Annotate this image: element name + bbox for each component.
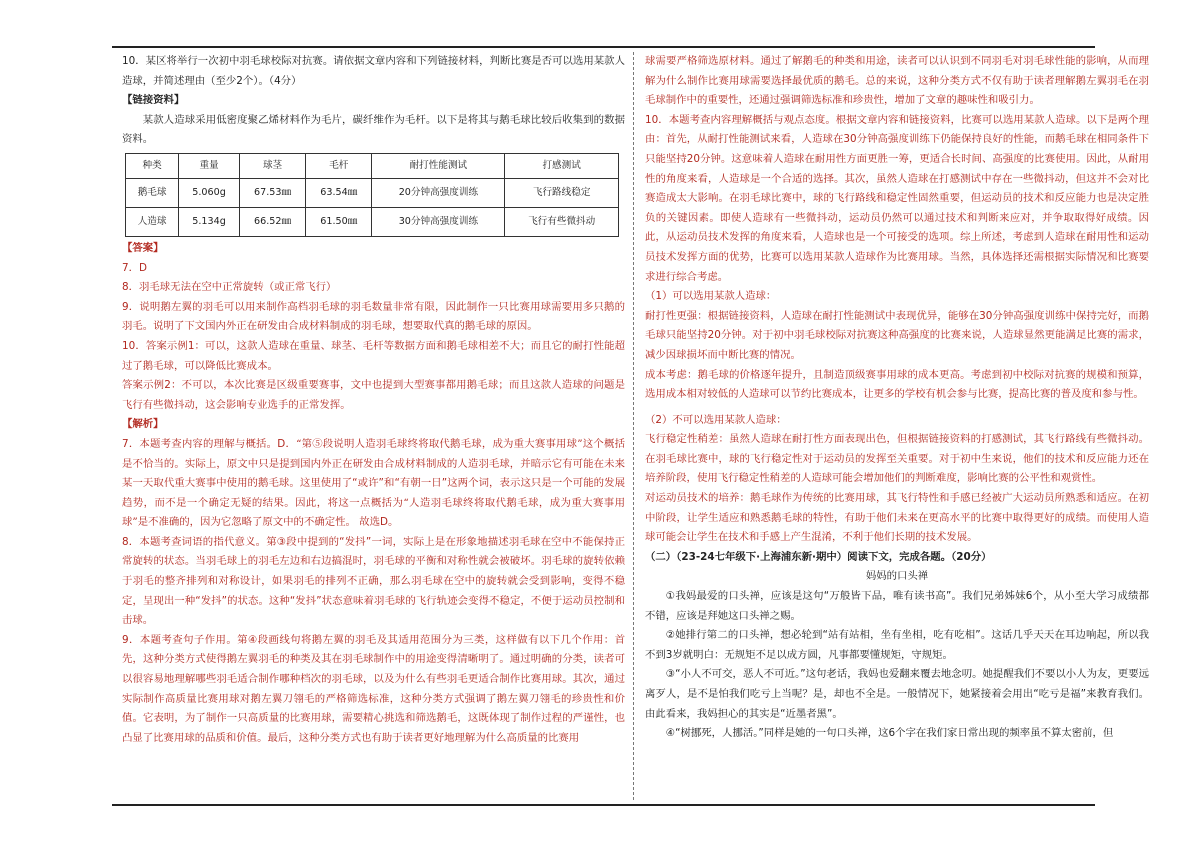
table-header-row: [126, 153, 619, 178]
passage-paragraph-1: ①我妈最爱的口头禅，应该是这句“万般皆下品，唯有读书高”。我们兄弟姊妹6个，从小至大学习成绩都不错，应该是拜她这口头禅之赐。: [645, 590, 1149, 622]
option-cannot-reason-2: 对运动员技术的培养：鹅毛球作为传统的比赛用球，其飞行特性和手感已经被广大运动员所熟悉和适应。在初中阶段，让学生适应和熟悉鹅毛球的特性，有助于他们未来在更高水平的比赛中取得更好的成绩。而使用人造球可能会让学生在技术和手感上产生混淆，不利于他们长期的技术发展。: [645, 492, 1149, 544]
table-cell: 人造球: [126, 207, 179, 236]
table-header-cell: 重量: [179, 153, 240, 178]
table-cell: 鹅毛球: [126, 178, 179, 207]
answer-8: 8．羽毛球无法在空中正常旋转（或正常飞行）: [122, 281, 337, 294]
table-cell: 5.060g: [179, 178, 240, 207]
table-row: [126, 178, 619, 207]
right-column: [645, 52, 1149, 744]
answer-heading: 【答案】: [122, 241, 164, 254]
table-cell: 67.53㎜: [239, 178, 305, 207]
left-column: [122, 52, 625, 748]
option-cannot-reason-1: 飞行稳定性稍差：虽然人造球在耐打性方面表现出色，但根据链接资料的打感测试，其飞行路线有些微抖动。在羽毛球比赛中，球的飞行稳定性对于运动员的发挥至关重要。对于初中生来说，他们的技术和反应能力还在培养阶段，使用飞行稳定性稍差的人造球可能会增加他们的判断难度，影响比赛的公平性和观赏性。: [645, 433, 1149, 485]
analysis-7-end: 是不准确的，因为它忽略了原文中的不确定性。 故选D。: [137, 516, 399, 529]
passage-paragraph-3: ③“小人不可交，恶人不可近。”这句老话，我妈也爱翻来覆去地念叨。她提醒我们不要以小人为友，更要远离歹人，是不是怕我们吃亏上当呢？是，却也不全是。一般情况下，她紧接着会用出“吃亏是福”来教育我们。由此看来，我妈担心的其实是“近墨者黑”。: [645, 668, 1149, 720]
table-header-cell: 毛杆: [306, 153, 372, 178]
passage-title: 妈妈的口头禅: [865, 570, 929, 583]
analysis-7-quote-2: “人造羽毛球终将取代鹅毛球，成为重大赛事用球”: [122, 496, 626, 529]
table-cell: 63.54㎜: [306, 178, 372, 207]
table-cell: 飞行有些微抖动: [505, 207, 619, 236]
table-cell: 66.52㎜: [239, 207, 305, 236]
analysis-7-body: 这个概括是不恰当的。实际上，原文中只是提到国内外正在研发由合成材料制成的人造羽毛球，并暗示它有可能在未来某一天取代重大赛事中使用的鹅毛球。这里使用了“或许”和“有朝一日”这两个词，表示这只是一个可能的发展趋势，而不是一个确定无疑的结果。因此，将这一点概括为: [122, 437, 625, 509]
table-cell: 61.50㎜: [306, 207, 372, 236]
analysis-7-quote-1: “第⑤段说明人造羽毛球终将取代鹅毛球，成为重大赛事用球”: [296, 437, 583, 450]
analysis-10: 10．本题考查内容理解概括与观点态度。根据文章内容和链接资料，比赛可以选用某款人造球。以下是两个理由：首先，从耐打性能测试来看，人造球在30分钟高强度训练下仍能保持良好的性能，而鹅毛球在相同条件下只能坚持20分钟。这意味着人造球在耐用性方面更胜一筹，更适合长时间、高强度的比赛使用。因此，从耐用性的角度来看，人造球是一个合适的选择。其次，虽然人造球在打感测试中存在一些微抖动，但这并不会对比赛造成太大影响。在羽毛球比赛中，球的飞行路线和稳定性固然重要，但运动员的技术和反应能力也是决定胜负的关键因素。即使人造球有一些微抖动，运动员仍然可以通过技术和判断来应对，并争取取得好成绩。因此，从运动员技术发挥的角度来看，人造球也是一个可接受的选项。综上所述，考虑到人造球在耐用性和运动员技术发挥方面的优势，比赛可以选用某款人造球作为比赛用球。当然，具体选择还需根据实际情况和比赛要求进行综合考虑。: [645, 113, 1149, 283]
option-can-reason-2: 成本考虑：鹅毛球的价格逐年提升，且制造顶级赛事用球的成本更高。考虑到初中校际对抗赛的规模和预算，选用成本相对较低的人造球可以节约比赛成本，让更多的学校有机会参与比赛，提高比赛的普及度和参与性。: [645, 368, 1149, 401]
analysis-heading: 【解析】: [122, 418, 164, 431]
answer-7: 7．D: [122, 261, 148, 274]
analysis-7-lead: 7．本题考查内容的理解与概括。D．: [122, 437, 297, 450]
analysis-9: 9．本题考查句子作用。第④段画线句将鹅左翼的羽毛及其适用范围分为三类，这样做有以下几个作用：首先，这种分类方式使得鹅左翼羽毛的种类及其在羽毛球制作中的用途变得清晰明了。通过明确的分类，读者可以很容易地理解哪些羽毛适合制作哪种档次的羽毛球，以及为什么有些羽毛更适合制作比赛用球。其次，通过实际制作高质量比赛用球对鹅左翼刀翎毛的严格筛选标准，这种分类方式强调了鹅左翼刀翎毛的珍贵性和价值。它表明，为了制作一只高质量的比赛用球，需要精心挑选和筛选鹅毛，这既体现了制作过程的严谨性，也凸显了比赛用球的品质和价值。最后，这种分类方式也有助于读者更好地理解为什么高质量的比赛用: [122, 633, 625, 744]
option-can-heading: （1）可以选用某款人造球：: [645, 290, 777, 303]
table-header-cell: 耐打性能测试: [372, 153, 505, 178]
link-heading: 【链接资料】: [122, 94, 185, 107]
passage-paragraph-4: ④“树挪死，人挪活。”同样是她的一句口头禅，这6个字在我们家日常出现的频率虽不算太密前，但: [665, 727, 1114, 740]
table-header-cell: 打感测试: [505, 153, 619, 178]
analysis-8: 8．本题考查词语的指代意义。第③段中提到的“发抖”一词，实际上是在形象地描述羽毛球在空中不能保持正常旋转的状态。当羽毛球上的羽毛左边和右边搞混时，羽毛球的平衡和对称性就会被破坏。羽毛球的旋转依赖于羽毛的整齐排列和对称设计，如果羽毛的排列不正确，那么羽毛球在空中的旋转就会受到影响，变得不稳定，呈现出一种“发抖”的状态。这种“发抖”状态意味着羽毛球的飞行轨迹会变得不稳定，不便于运动员控制和击球。: [122, 535, 625, 627]
table-header-cell: 种类: [126, 153, 179, 178]
question-10: 10．某区将举行一次初中羽毛球校际对抗赛。请依据文章内容和下列链接材料，判断比赛是否可以选用某款人造球，并简述理由（至少2个）。（4分）: [122, 55, 625, 87]
table-header-cell: 球茎: [239, 153, 305, 178]
option-can-reason-1: 耐打性更强：根据链接资料，人造球在耐打性能测试中表现优异，能够在30分钟高强度训练中保持完好，而鹅毛球只能坚持20分钟。对于初中羽毛球校际对抗赛这种高强度的比赛来说，人造球显然更能满足比赛的需求，减少因球损坏而中断比赛的情况。: [645, 309, 1149, 361]
answer-10-example-1: 10．答案示例1：可以，这款人造球在重量、球茎、毛杆等数据方面和鹅毛球相差不大；而且它的耐打性能超过了鹅毛球，可以降低比赛成本。: [122, 339, 625, 372]
section-heading: （二）（23-24七年级下·上海浦东新·期中）阅读下文，完成各题。（20分）: [645, 550, 992, 563]
table-row: [126, 207, 619, 236]
passage-paragraph-2: ②她排行第二的口头禅，想必轮到“站有站相，坐有坐相，吃有吃相”。这话几乎天天在耳边响起，所以我不到3岁就明白：无规矩不足以成方圆，凡事都要懂规矩，守规矩。: [645, 629, 1149, 661]
option-cannot-heading: （2）不可以选用某款人造球：: [645, 413, 787, 426]
link-text: 某款人造球采用低密度聚乙烯材料作为毛片，碳纤维作为毛杆。以下是将其与鹅毛球比较后收集到的数据资料。: [122, 113, 625, 146]
table-cell: 飞行路线稳定: [505, 178, 619, 207]
column-divider: [633, 52, 634, 800]
answer-10-example-2: 答案示例2：不可以，本次比赛是区级重要赛事，文中也提到大型赛事都用鹅毛球；而且这款人造球的问题是飞行有些微抖动，这会影响专业选手的正常发挥。: [122, 379, 625, 411]
answer-9: 9．说明鹅左翼的羽毛可以用来制作高档羽毛球的羽毛数量非常有限，因此制作一只比赛用球需要用多只鹅的羽毛。说明了下文国内外正在研发由合成材料制成的羽毛球，想要取代真的鹅毛球的原因。: [122, 300, 625, 333]
analysis-7: [122, 435, 625, 533]
table-cell: 20分钟高强度训练: [372, 178, 505, 207]
table-cell: 30分钟高强度训练: [372, 207, 505, 236]
table-cell: 5.134g: [179, 207, 240, 236]
analysis-9-continued: 球需要严格筛选原材料。通过了解鹅毛的种类和用途，读者可以认识到不同羽毛对羽毛球性能的影响，从而理解为什么制作比赛用球需要选择最优质的鹅毛。总的来说，这种分类方式不仅有助于读者理解鹅左翼羽毛在羽毛球制作中的重要性，还通过强调筛选标准和珍贵性，增加了文章的趣味性和吸引力。: [645, 55, 1149, 107]
comparison-table: [125, 153, 619, 237]
